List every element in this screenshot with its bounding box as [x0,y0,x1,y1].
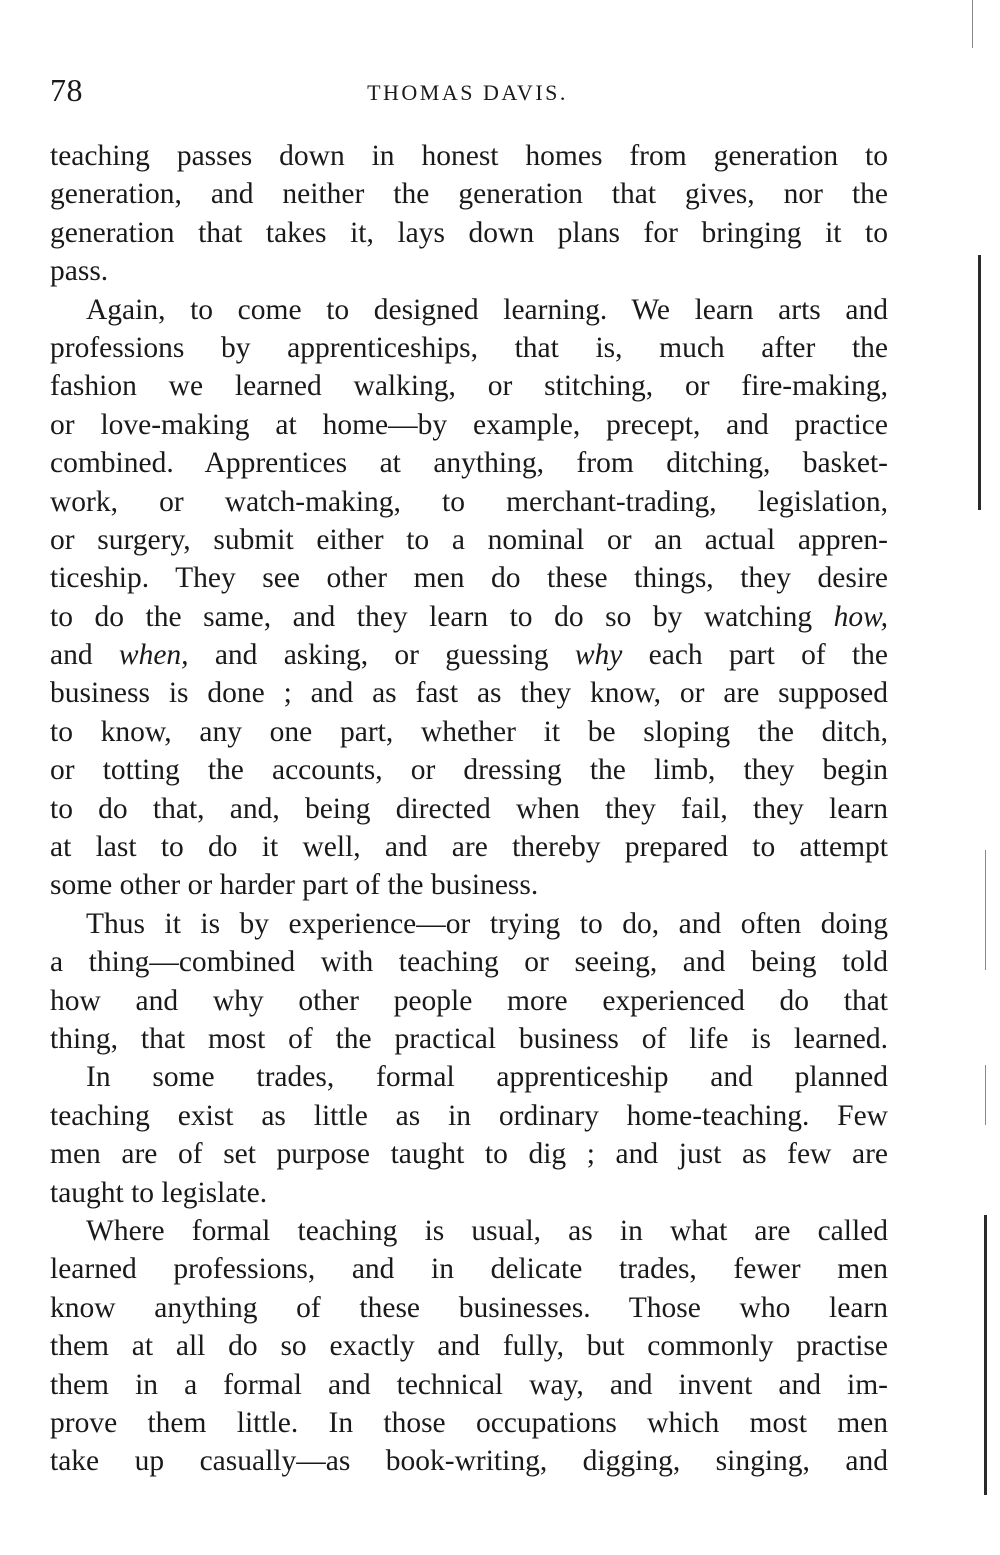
paragraph-first-line: Where formal teaching is usual, as in what are called [86,1214,888,1247]
text-line: or love-making at home—by example, precept, and practice [50,408,888,441]
text-line: teaching passes down in honest homes from generation to [50,140,888,172]
paragraph-first-line: Thus it is by experience—or trying to do, and often doing [86,907,888,940]
scan-edge-mark [978,255,981,510]
text-line [50,598,888,636]
text-line: them at all do so exactly and fully, but commonly practise [50,1330,888,1363]
text-segment: each part of the [622,639,889,672]
text-line: them in a formal and technical way, and invent and im- [50,1368,888,1401]
paragraph-first-line: Again, to come to designed learning. We learn arts and [86,293,888,326]
scan-edge-mark [985,1065,986,1125]
text-line: taught to legislate. [50,1176,268,1209]
scan-edge-mark [985,850,986,970]
text-line: business is done ; and as fast as they know, or are supposed [50,677,888,710]
running-head: THOMAS DAVIS. [367,80,568,105]
text-line: or surgery, submit either to a nominal or an actual appren- [50,523,888,556]
text-line: work, or watch-making, to merchant-trading, legislation, [50,485,888,518]
text-line: generation that takes it, lays down plans for bringing it to [50,216,888,249]
text-line: combined. Apprentices at anything, from ditching, basket- [50,447,888,480]
text-line: men are of set purpose taught to dig ; and just as few are [50,1138,888,1171]
text-line: at last to do it well, and are thereby prepared to attempt [50,831,888,864]
italic-word: when, [118,639,189,672]
text-segment: and [50,639,119,672]
page-number: 78 [50,72,83,108]
text-line: know anything of these businesses. Those who learn [50,1291,888,1324]
text-line: take up casually—as book-writing, digging, singing, and [50,1445,888,1478]
text-line: thing, that most of the practical business of life is learned. [50,1022,888,1055]
text-line: some other or harder part of the business. [50,869,539,902]
text-line [50,636,888,674]
text-line: learned professions, and in delicate trades, fewer men [50,1253,888,1286]
text-segment: to do the same, and they learn to do so by watching [50,600,834,633]
body-text [50,137,888,1481]
scan-edge-mark [984,1215,987,1495]
text-line: to know, any one part, whether it be sloping the ditch, [50,715,888,748]
text-line: a thing—combined with teaching or seeing, and being told [50,946,888,979]
text-line: or totting the accounts, or dressing the limb, they begin [50,754,888,787]
text-line: to do that, and, being directed when they fail, they learn [50,792,888,825]
scan-edge-mark [972,0,973,48]
text-line: generation, and neither the generation that gives, nor the [50,178,888,211]
text-line: prove them little. In those occupations which most men [50,1406,888,1439]
text-line: how and why other people more experienced do that [50,984,888,1017]
italic-word: why [574,639,623,672]
text-line: teaching exist as little as in ordinary home-teaching. Few [50,1099,888,1132]
text-line: professions by apprenticeships, that is, much after the [50,331,888,364]
text-line: ticeship. They see other men do these things, they desire [50,562,888,595]
text-line: fashion we learned walking, or stitching, or fire-making, [50,370,888,403]
text-line: pass. [50,255,109,288]
paragraph-first-line: In some trades, formal apprenticeship and planned [86,1061,888,1094]
text-segment: and asking, or guessing [188,639,575,672]
italic-word: how, [833,600,888,633]
